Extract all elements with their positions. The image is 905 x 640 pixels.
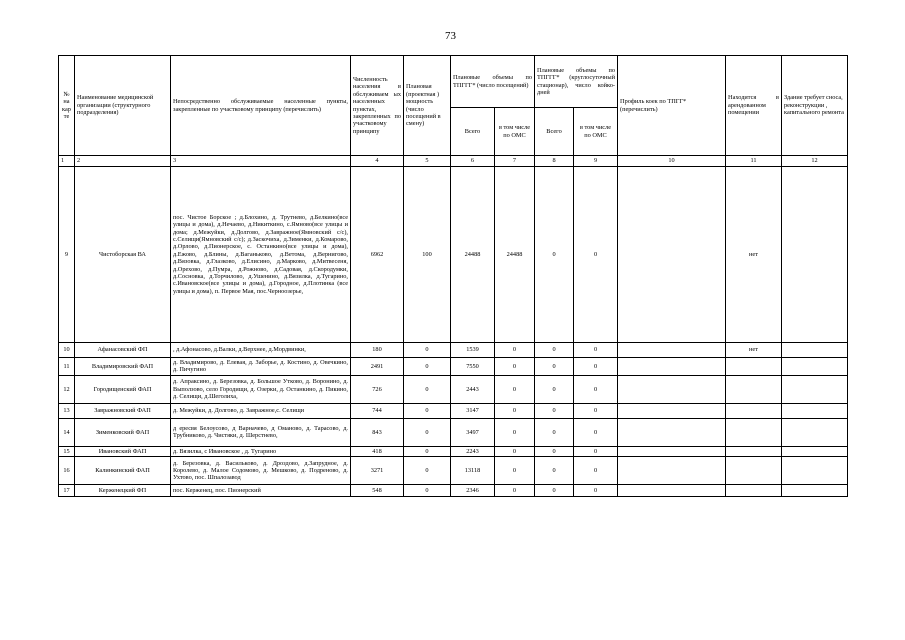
row-number: 17 (59, 485, 75, 497)
page-number: 73 (445, 30, 456, 42)
settlements-list: д. Апраксино, д. Березовка, д. Большое Утково, д. Воронино, д. Выползово, село Городищи, д. Озерки, д. Останкино, д. Пикино, д. Селищи, д.Шеголиха, (171, 375, 351, 403)
header-rented: Находится в арендованном помещении (726, 56, 782, 156)
visits-total-value: 24488 (451, 167, 495, 343)
organization-name: Зименковский ФАП (75, 418, 171, 446)
beds-total-value: 0 (535, 485, 574, 497)
population-value: 2491 (351, 358, 404, 376)
bed-profile-value (618, 485, 726, 497)
population-value: 6962 (351, 167, 404, 343)
organization-name: Афанасовский ФП (75, 343, 171, 358)
organization-name: Городищенский ФАП (75, 375, 171, 403)
column-number: 3 (171, 156, 351, 167)
beds-total-value: 0 (535, 457, 574, 485)
organization-name: Владимировский ФАП (75, 358, 171, 376)
bed-profile-value (618, 375, 726, 403)
organization-name: Завражновский ФАП (75, 403, 171, 418)
bed-profile-value (618, 403, 726, 418)
visits-total-value: 2346 (451, 485, 495, 497)
organization-name: Ивановский ФАП (75, 446, 171, 456)
beds-oms-value: 0 (574, 343, 618, 358)
building-state-value (782, 418, 848, 446)
column-number: 8 (535, 156, 574, 167)
building-state-value (782, 403, 848, 418)
capacity-value: 0 (404, 375, 451, 403)
population-value: 418 (351, 446, 404, 456)
capacity-value: 0 (404, 457, 451, 485)
capacity-value: 100 (404, 167, 451, 343)
table-row (59, 403, 848, 418)
population-value: 726 (351, 375, 404, 403)
table-row (59, 446, 848, 456)
building-state-value (782, 358, 848, 376)
rented-value (726, 446, 782, 456)
beds-total-value: 0 (535, 343, 574, 358)
table-row (59, 418, 848, 446)
visits-total-value: 1539 (451, 343, 495, 358)
building-state-value (782, 167, 848, 343)
header-visits-oms: в том числе по ОМС (495, 108, 535, 156)
visits-total-value: 2443 (451, 375, 495, 403)
visits-oms-value: 0 (495, 403, 535, 418)
settlements-list: пос. Керженец, пос. Пионерский (171, 485, 351, 497)
row-number: 15 (59, 446, 75, 456)
capacity-value: 0 (404, 358, 451, 376)
beds-oms-value: 0 (574, 446, 618, 456)
row-number: 9 (59, 167, 75, 343)
header-organization: Наименование медицинской организации (структурного подразделения) (75, 56, 171, 156)
population-value: 3271 (351, 457, 404, 485)
header-settlements: Непосредственно обслуживаемые населенные пункты, закрепленные по участковому принципу (перечислить) (171, 56, 351, 156)
settlements-list: пос. Чистое Борское ; д.Блохино, д. Трутнево, д.Белкино(все улицы и дома), д.Нечаево, д.Никиткино, с.Ямново(все улицы и дома; д.Межуйки, д.Долгово, д.Завражное(Ямновский с/с), с.Селищи(Ямновский с/с); д.Заскочиха, д.Зименки, д.Комарово, д.Орлово, д.Пионерское, с. Останкино(все улицы и дома), д.Ежово, д.Блины, д.Ваганьково, д.Ветома, д.Вернигово, д.Вязовка, д.Глазково, д.Елисино, д.Марково, д.Митвесеня, д.Орехово, д.Пумра, д.Рожново, д.Садовая, д.Скородумки, д.Сосновка, д.Торчилово, д.Ушенино, д.Вязилка, д.Тугарино, с.Ивановское(все улицы и дома), д.Городное, д.Плотинка (все улицы и дома), п. Первое Мая, пос.Черноозерье, (171, 167, 351, 343)
rented-value (726, 403, 782, 418)
column-number: 7 (495, 156, 535, 167)
header-visits-group: Плановые объемы по ТПГГГ* (число посещений) (451, 56, 535, 108)
column-number: 5 (404, 156, 451, 167)
table-row (59, 343, 848, 358)
organization-name: Керженецкий ФП (75, 485, 171, 497)
visits-oms-value: 24488 (495, 167, 535, 343)
visits-total-value: 2243 (451, 446, 495, 456)
column-number: 12 (782, 156, 848, 167)
population-value: 744 (351, 403, 404, 418)
header-building-state: Здание требует сноса, реконструкции , капитального ремонта (782, 56, 848, 156)
header-beds-group: Плановые объемы по ТПГГГ* (круглосуточный стационар), число койко-дней (535, 56, 618, 108)
organization-name: Калинкинский ФАП (75, 457, 171, 485)
visits-oms-value: 0 (495, 457, 535, 485)
column-number-row (59, 156, 848, 167)
row-number: 10 (59, 343, 75, 358)
column-number: 10 (618, 156, 726, 167)
row-number: 11 (59, 358, 75, 376)
bed-profile-value (618, 358, 726, 376)
table-body (59, 167, 848, 497)
header-beds-total: Всего (535, 108, 574, 156)
population-value: 843 (351, 418, 404, 446)
beds-total-value: 0 (535, 358, 574, 376)
beds-oms-value: 0 (574, 167, 618, 343)
settlements-list: д. Вязилка, с Ивановское , д. Тугарино (171, 446, 351, 456)
rented-value (726, 375, 782, 403)
bed-profile-value (618, 343, 726, 358)
table-row (59, 375, 848, 403)
population-value: 180 (351, 343, 404, 358)
row-number: 16 (59, 457, 75, 485)
row-number: 14 (59, 418, 75, 446)
building-state-value (782, 457, 848, 485)
bed-profile-value (618, 457, 726, 485)
row-number: 12 (59, 375, 75, 403)
rented-value: нет (726, 343, 782, 358)
rented-value (726, 418, 782, 446)
visits-oms-value: 0 (495, 418, 535, 446)
header-no: № на кар те (59, 56, 75, 156)
settlements-list: , д.Афонасово, д.Валки, д.Верхнее, д.Мордвинки, (171, 343, 351, 358)
beds-oms-value: 0 (574, 457, 618, 485)
table-row (59, 167, 848, 343)
settlements-list: д. Березовка, д. Васильково, д. Дроздово, д.Запрудное, д. Королево, д. Малое Содомово, д. Мешково, д. Подреново, д. Ухтово, пос. Шпалозавод (171, 457, 351, 485)
header-beds-oms: в том числе по ОМС (574, 108, 618, 156)
visits-total-value: 3497 (451, 418, 495, 446)
beds-oms-value: 0 (574, 403, 618, 418)
beds-total-value: 0 (535, 375, 574, 403)
beds-total-value: 0 (535, 403, 574, 418)
table-row (59, 358, 848, 376)
header-population: Численность населения в обслуживаем ых населенных пунктах, закрепленных по участковому принципу (351, 56, 404, 156)
column-number: 6 (451, 156, 495, 167)
row-number: 13 (59, 403, 75, 418)
visits-oms-value: 0 (495, 446, 535, 456)
rented-value (726, 457, 782, 485)
beds-total-value: 0 (535, 418, 574, 446)
capacity-value: 0 (404, 418, 451, 446)
table-row (59, 485, 848, 497)
beds-oms-value: 0 (574, 358, 618, 376)
visits-total-value: 7550 (451, 358, 495, 376)
column-number: 9 (574, 156, 618, 167)
settlements-list: д. Межуйки, д. Долгово, д. Завражное,с. Селищи (171, 403, 351, 418)
settlements-list: д. Владимирово, д. Елевая, д. Заборье, д. Костино, д. Овечкино, д. Пичугино (171, 358, 351, 376)
visits-oms-value: 0 (495, 343, 535, 358)
rented-value (726, 485, 782, 497)
visits-oms-value: 0 (495, 485, 535, 497)
column-number: 4 (351, 156, 404, 167)
bed-profile-value (618, 446, 726, 456)
capacity-value: 0 (404, 343, 451, 358)
building-state-value (782, 485, 848, 497)
visits-total-value: 13118 (451, 457, 495, 485)
table-row (59, 457, 848, 485)
rented-value (726, 358, 782, 376)
column-number: 11 (726, 156, 782, 167)
capacity-value: 0 (404, 485, 451, 497)
building-state-value (782, 343, 848, 358)
bed-profile-value (618, 418, 726, 446)
capacity-value: 0 (404, 403, 451, 418)
organization-name: Чистоборская ВА (75, 167, 171, 343)
beds-total-value: 0 (535, 446, 574, 456)
building-state-value (782, 446, 848, 456)
population-value: 548 (351, 485, 404, 497)
bed-profile-value (618, 167, 726, 343)
header-bed-profile: Профиль коек по ТПГГ* (перечислить) (618, 56, 726, 156)
header-visits-total: Всего (451, 108, 495, 156)
rented-value: нет (726, 167, 782, 343)
column-number: 2 (75, 156, 171, 167)
visits-oms-value: 0 (495, 375, 535, 403)
header-capacity: Плановая (проектная ) мощность (число посещений в смену) (404, 56, 451, 156)
column-number: 1 (59, 156, 75, 167)
settlements-list: д ересвя Белоусово, д Варначево, д Оманово, д. Тарасово, д. Трубниково, д. Чистяки, д. Шерстнево, (171, 418, 351, 446)
visits-oms-value: 0 (495, 358, 535, 376)
visits-total-value: 3147 (451, 403, 495, 418)
beds-oms-value: 0 (574, 375, 618, 403)
capacity-value: 0 (404, 446, 451, 456)
building-state-value (782, 375, 848, 403)
beds-oms-value: 0 (574, 485, 618, 497)
medical-facilities-table (58, 55, 848, 497)
beds-total-value: 0 (535, 167, 574, 343)
beds-oms-value: 0 (574, 418, 618, 446)
